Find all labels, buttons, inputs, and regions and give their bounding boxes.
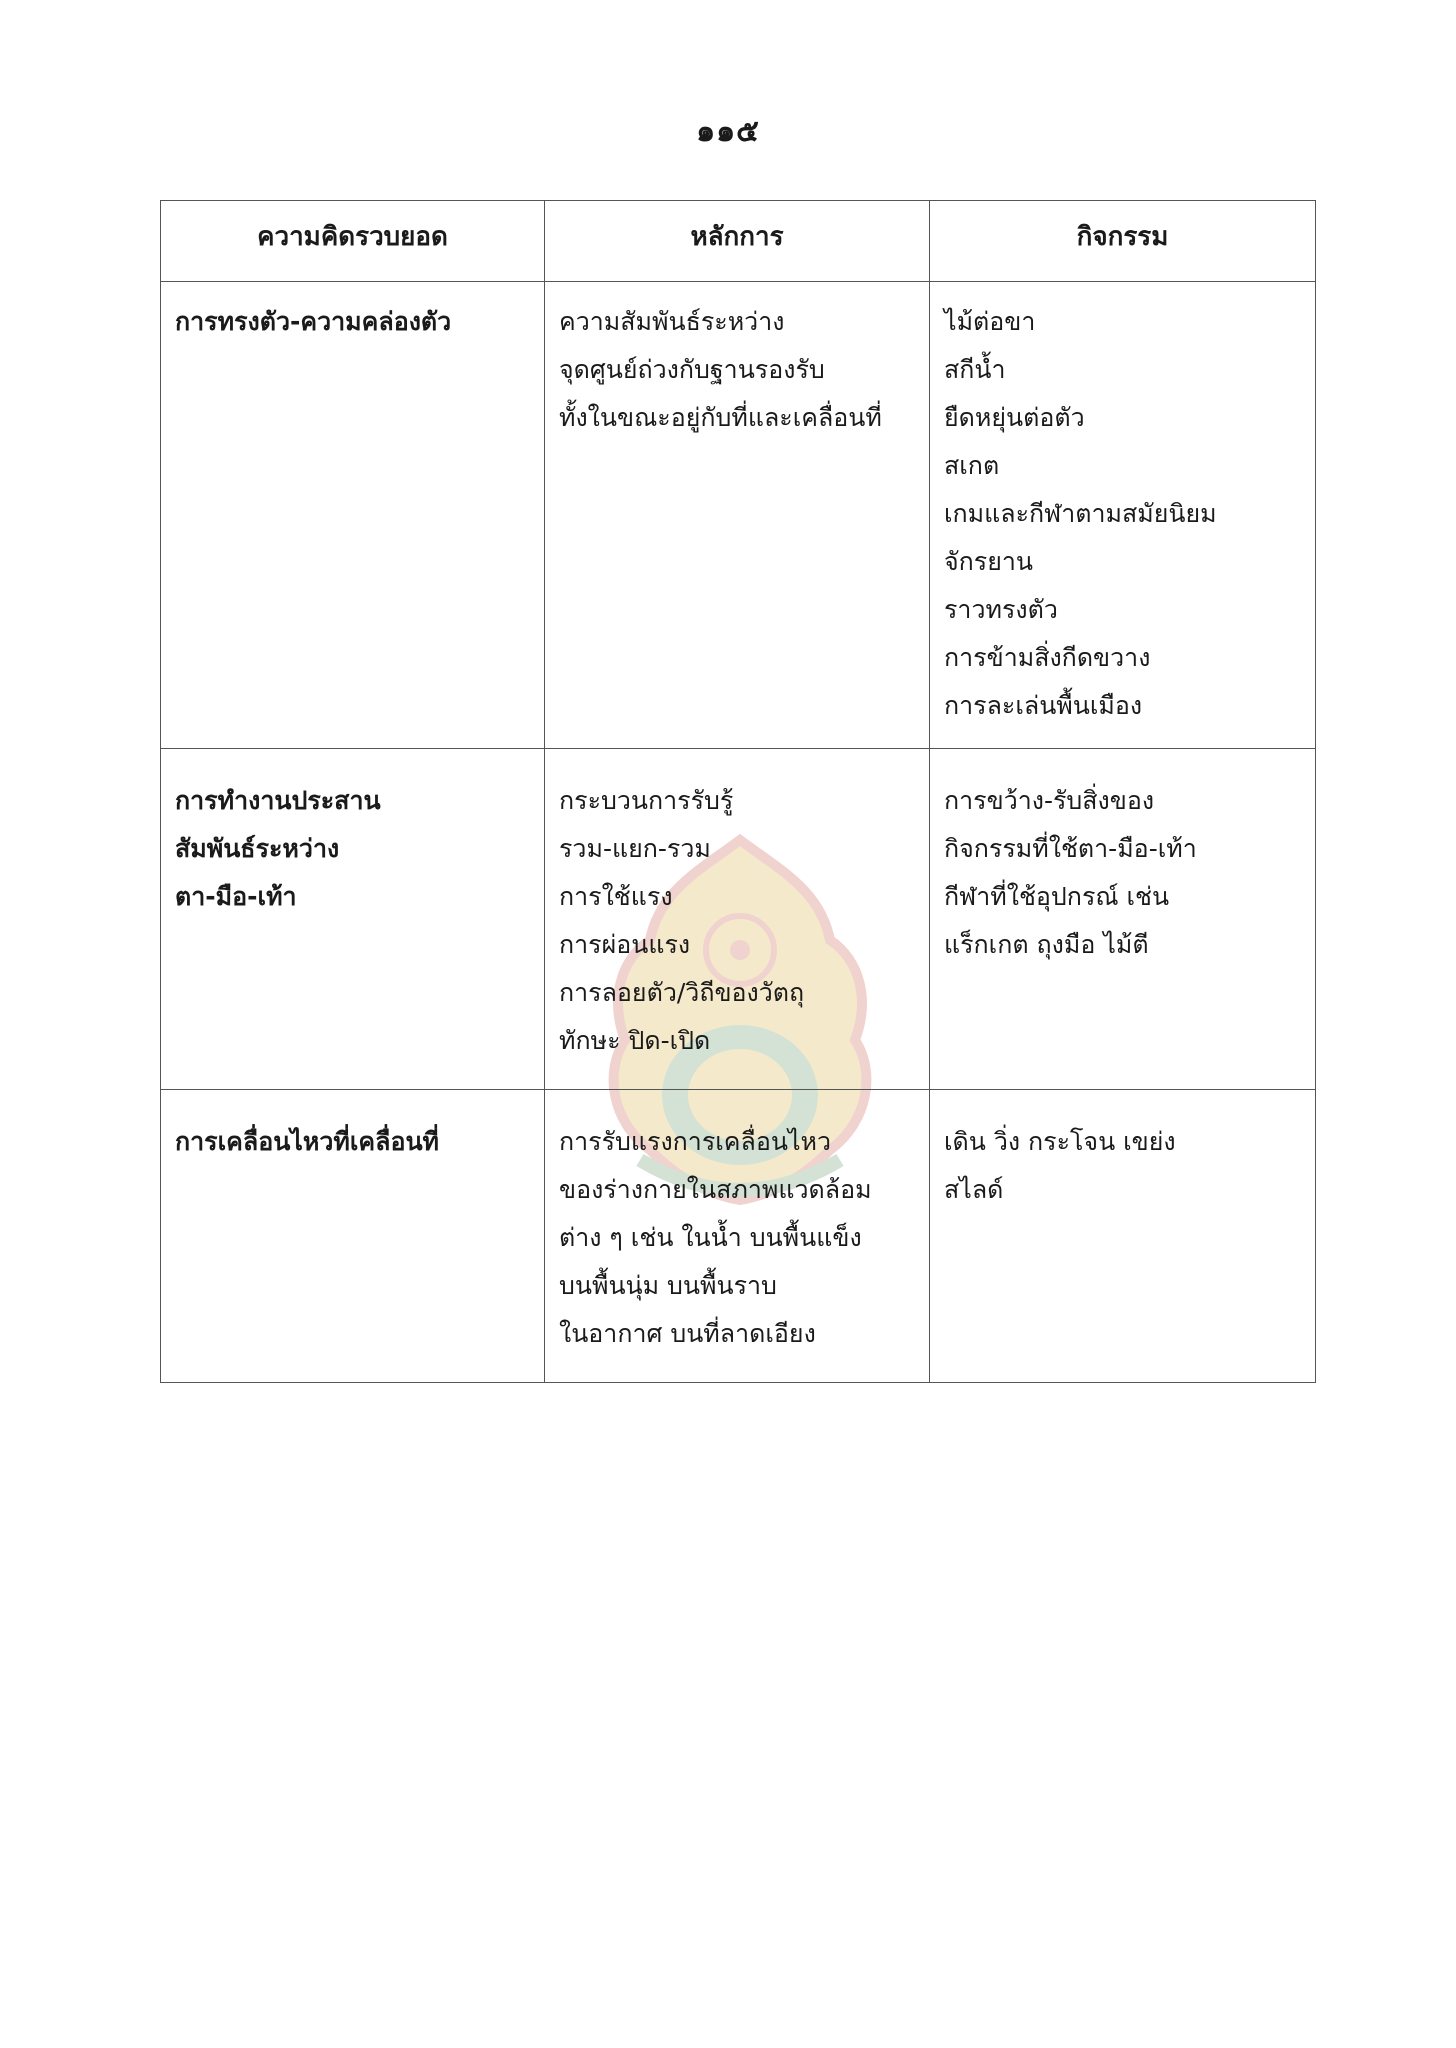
page-number: ๑๑๕ (696, 114, 760, 149)
activity-line: การขว้าง-รับสิ่งของ (944, 786, 1155, 815)
activity-line: สเกต (944, 451, 1000, 480)
principle-line: ทั้งในขณะอยู่กับที่และเคลื่อนที่ (559, 403, 882, 432)
activities-cell (930, 282, 1316, 749)
concept-line: การเคลื่อนไหวที่เคลื่อนที่ (175, 1127, 440, 1156)
principle-line: การลอยตัว/วิถีของวัตถุ (559, 978, 805, 1007)
activities-cell (930, 1090, 1316, 1383)
principle-line: ความสัมพันธ์ระหว่าง (559, 307, 785, 336)
principle-line: การผ่อนแรง (559, 930, 691, 959)
activity-line: กีฬาที่ใช้อุปกรณ์ เช่น (944, 882, 1170, 911)
header-principle: หลักการ (545, 201, 930, 282)
concept-cell (161, 282, 545, 749)
concept-line: การทำงานประสาน (175, 786, 381, 815)
principle-cell (545, 282, 930, 749)
principle-line: ต่าง ๆ เช่น ในน้ำ บนพื้นแข็ง (559, 1223, 862, 1252)
principle-line: การใช้แรง (559, 882, 673, 911)
activity-line: ราวทรงตัว (944, 595, 1058, 624)
table-row (161, 749, 1316, 1090)
activity-line: ไม้ต่อขา (944, 307, 1036, 336)
principle-line: จุดศูนย์ถ่วงกับฐานรองรับ (559, 355, 825, 384)
activity-line: จักรยาน (944, 547, 1033, 576)
activity-line: สกีน้ำ (944, 355, 1006, 384)
header-activities: กิจกรรม (930, 201, 1316, 282)
principle-line: การรับแรงการเคลื่อนไหว (559, 1127, 832, 1156)
activity-line: เดิน วิ่ง กระโจน เขย่ง (944, 1127, 1176, 1156)
concept-line: ตา-มือ-เท้า (175, 882, 297, 911)
principle-cell (545, 1090, 930, 1383)
principle-line: ในอากาศ บนที่ลาดเอียง (559, 1319, 816, 1348)
table-row (161, 282, 1316, 749)
activity-line: การข้ามสิ่งกีดขวาง (944, 643, 1151, 672)
principle-line: บนพื้นนุ่ม บนพื้นราบ (559, 1271, 777, 1300)
principle-line: กระบวนการรับรู้ (559, 786, 734, 815)
activity-line: แร็กเกต ถุงมือ ไม้ตี (944, 930, 1149, 959)
concept-line: สัมพันธ์ระหว่าง (175, 834, 340, 863)
table-header-row (161, 201, 1316, 282)
concept-cell (161, 749, 545, 1090)
concept-line: การทรงตัว-ความคล่องตัว (175, 307, 452, 336)
concept-cell (161, 1090, 545, 1383)
activity-line: ยืดหยุ่นต่อตัว (944, 403, 1085, 432)
table-row (161, 1090, 1316, 1383)
activities-cell (930, 749, 1316, 1090)
principle-cell (545, 749, 930, 1090)
activity-line: สไลด์ (944, 1175, 1004, 1204)
principle-line: ทักษะ ปิด-เปิด (559, 1026, 711, 1055)
principle-line: ของร่างกายในสภาพแวดล้อม (559, 1175, 872, 1204)
content-table (160, 200, 1316, 1383)
principle-line: รวม-แยก-รวม (559, 834, 711, 863)
activity-line: เกมและกีฬาตามสมัยนิยม (944, 499, 1217, 528)
header-concept: ความคิดรวบยอด (161, 201, 545, 282)
activity-line: การละเล่นพื้นเมือง (944, 691, 1143, 720)
activity-line: กิจกรรมที่ใช้ตา-มือ-เท้า (944, 834, 1197, 863)
